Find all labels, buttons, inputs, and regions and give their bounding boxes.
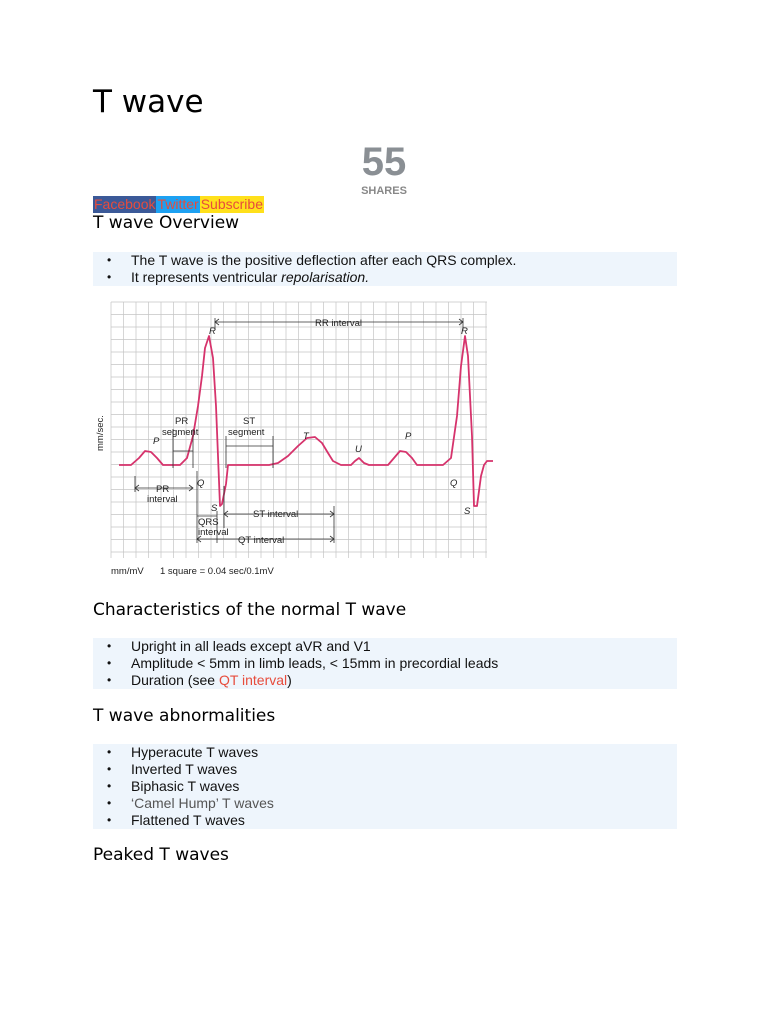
- diagram-caption-scale: 1 square = 0.04 sec/0.1mV: [160, 566, 274, 577]
- p-wave-label: P: [405, 431, 412, 442]
- rr-interval-label: RR interval: [315, 318, 362, 329]
- peaked-t-waves-heading: Peaked T waves: [93, 845, 229, 865]
- pr-interval-label: interval: [147, 494, 178, 505]
- q-wave-label: Q: [197, 478, 205, 489]
- pr-interval-label: PR: [156, 484, 170, 495]
- share-count: 55: [361, 140, 407, 184]
- r-wave-label: R: [209, 326, 216, 337]
- list-item: • It represents ventricular repolarisation.: [131, 269, 677, 286]
- st-segment-label: ST: [243, 416, 256, 427]
- r-wave-label: R: [461, 326, 468, 337]
- s-wave-label: S: [211, 503, 218, 514]
- page-title: T wave: [93, 84, 204, 120]
- p-wave-label: P: [153, 436, 160, 447]
- y-axis-label: mm/sec.: [95, 415, 106, 451]
- qrs-interval-label: QRS: [198, 517, 219, 528]
- abnormalities-list-box: [93, 744, 677, 829]
- diagram-caption-units: mm/mV: [111, 566, 144, 577]
- abnormalities-heading: T wave abnormalities: [93, 706, 276, 726]
- list-item: • Upright in all leads except aVR and V1: [131, 638, 677, 655]
- twitter-button[interactable]: Twitter: [157, 196, 199, 212]
- list-item: • ‘Camel Hump’ T waves: [131, 795, 677, 812]
- characteristics-list: [93, 638, 677, 689]
- facebook-button[interactable]: Facebook: [94, 196, 156, 212]
- pr-segment-label: segment: [162, 427, 199, 438]
- social-buttons: [93, 196, 264, 213]
- overview-list-box: [93, 252, 677, 286]
- pr-segment-label: PR: [175, 416, 189, 427]
- ecg-diagram: [93, 296, 493, 586]
- abnormalities-list: [93, 744, 677, 829]
- list-item: • Amplitude < 5mm in limb leads, < 15mm in precordial leads: [131, 655, 677, 672]
- list-item: • Flattened T waves: [131, 812, 677, 829]
- st-segment-label: segment: [228, 427, 265, 438]
- share-counter: [344, 140, 424, 198]
- list-item: • The T wave is the positive deflection after each QRS complex.: [131, 252, 677, 269]
- st-interval-label: ST interval: [253, 509, 299, 520]
- u-wave-label: U: [355, 444, 362, 455]
- list-item: • Duration (see QT interval): [131, 672, 677, 689]
- overview-heading: T wave Overview: [93, 213, 240, 233]
- list-item: • Biphasic T waves: [131, 778, 677, 795]
- s-wave-label: S: [464, 506, 471, 517]
- subscribe-button[interactable]: Subscribe: [200, 196, 263, 212]
- t-wave-label: T: [303, 431, 309, 442]
- share-label: SHARES: [361, 185, 407, 197]
- characteristics-heading: Characteristics of the normal T wave: [93, 600, 407, 620]
- qt-interval-label: QT interval: [238, 535, 285, 546]
- q-wave-label: Q: [450, 478, 458, 489]
- characteristics-list-box: [93, 638, 677, 689]
- list-item: • Inverted T waves: [131, 761, 677, 778]
- emphasis-text: repolarisation.: [281, 269, 370, 285]
- qt-interval-link[interactable]: QT interval: [218, 672, 288, 688]
- overview-list: [93, 252, 677, 286]
- qrs-interval-label: interval: [198, 527, 229, 538]
- list-item: • Hyperacute T waves: [131, 744, 677, 761]
